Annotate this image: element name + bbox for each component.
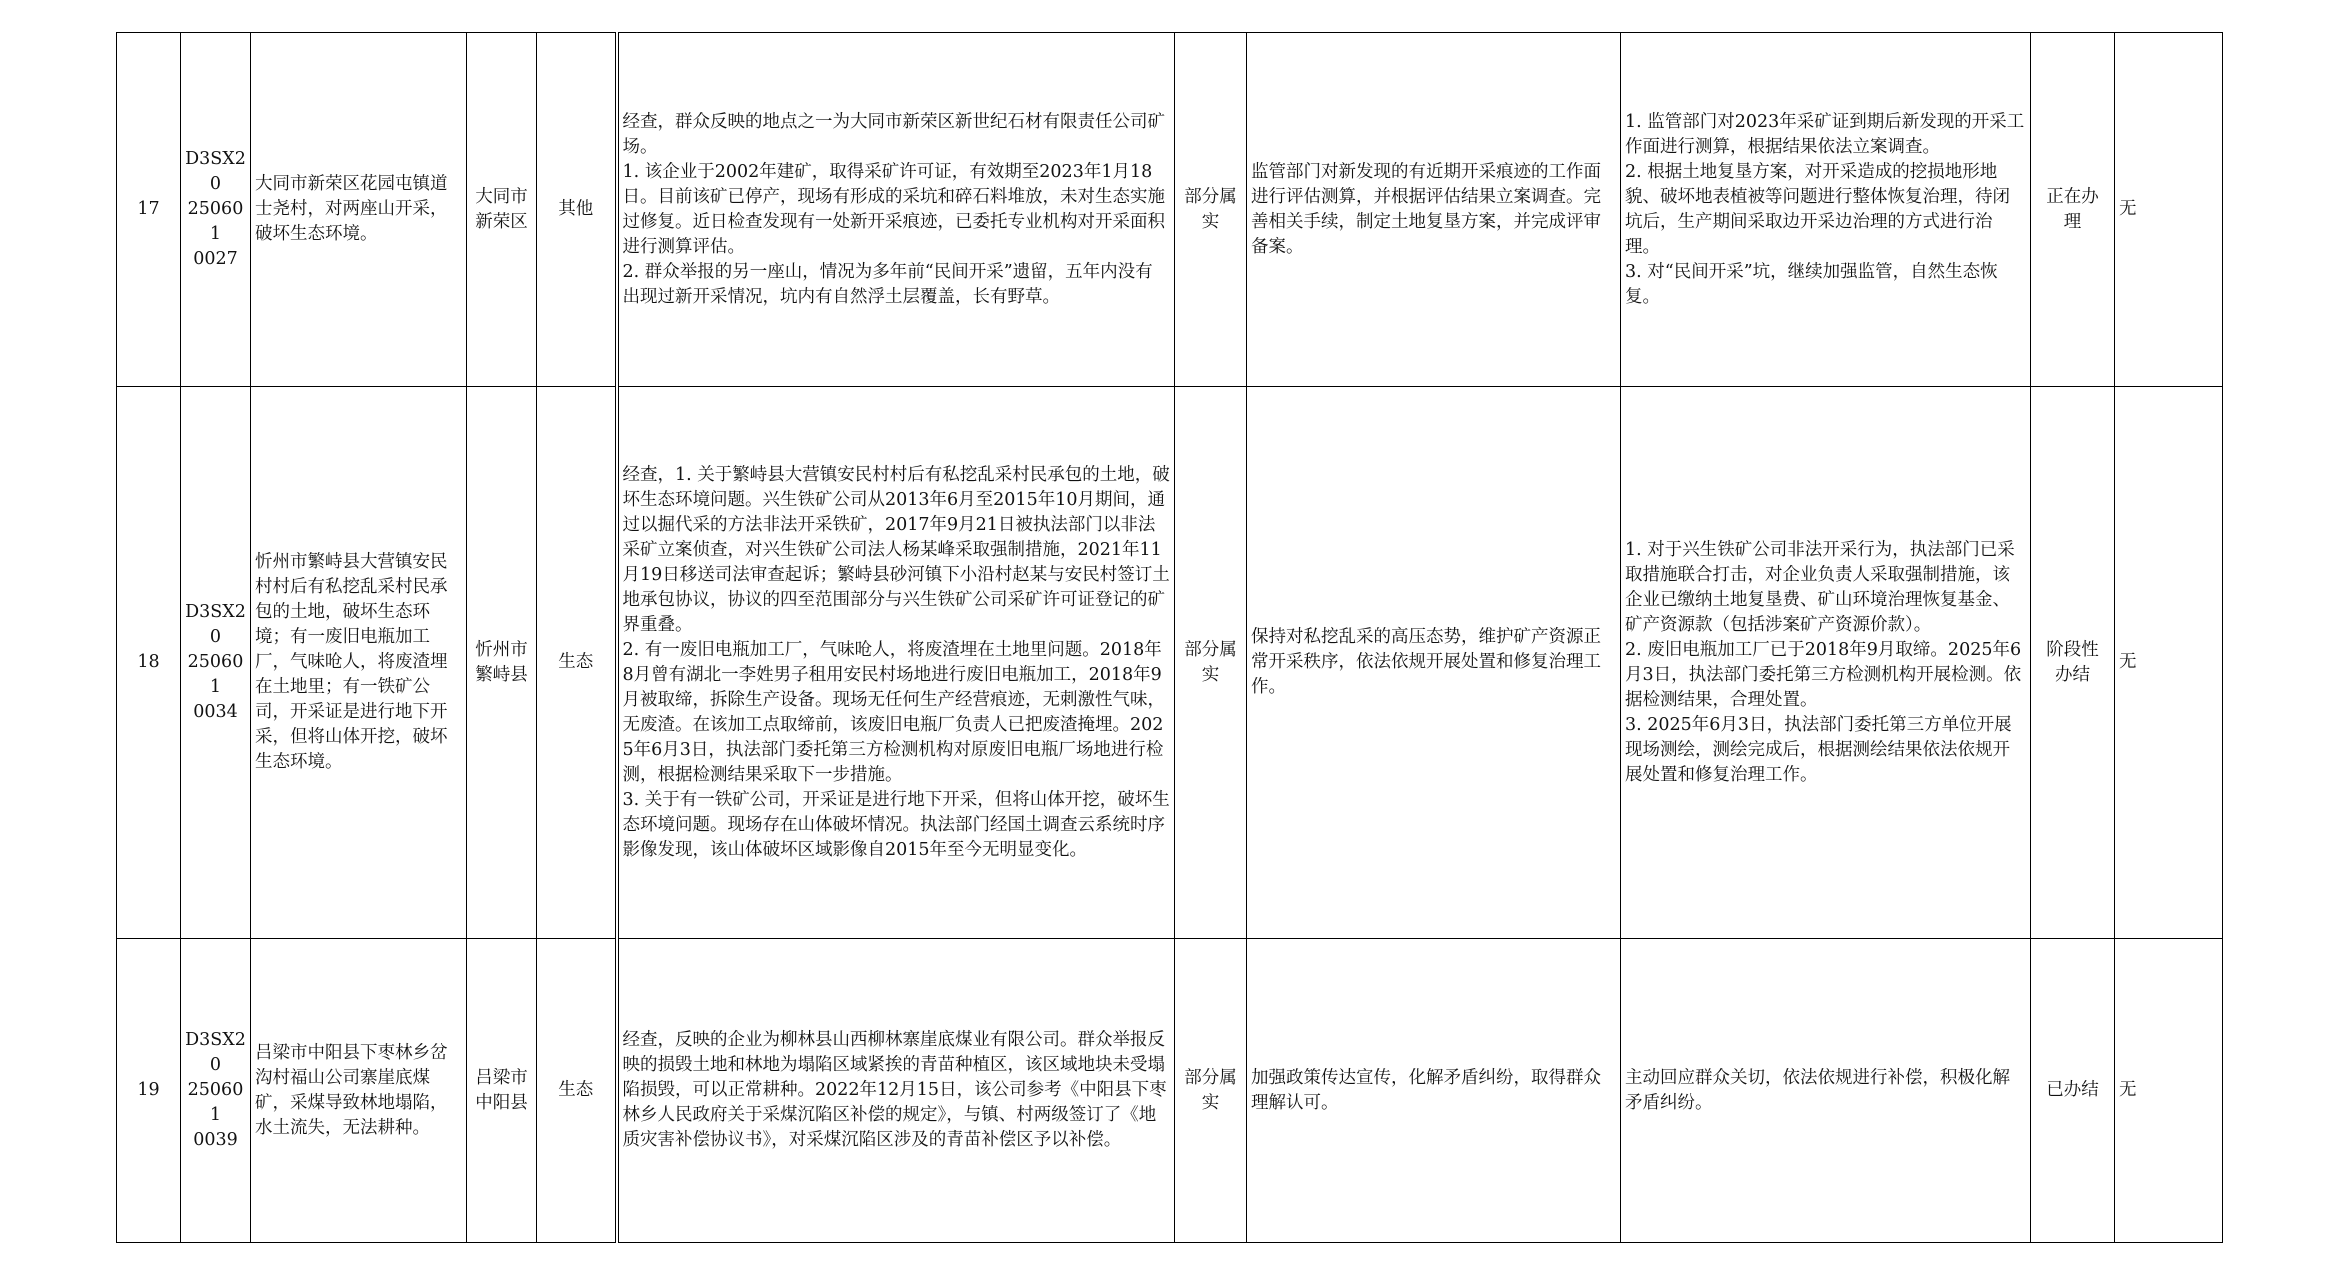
handling-cell bbox=[1247, 387, 1621, 939]
rectification-cell bbox=[1621, 33, 2031, 387]
status: 阶段性 办结 bbox=[2046, 639, 2099, 685]
verdict-cell bbox=[1175, 939, 1247, 1243]
complaint-code-cell bbox=[181, 939, 251, 1243]
complaint-content: 大同市新荣区花园屯镇道士尧村，对两座山开采，破坏生态环境。 bbox=[255, 174, 448, 244]
region: 忻州市 繁峙县 bbox=[475, 639, 528, 685]
status-cell bbox=[2031, 33, 2115, 387]
verdict: 部分属 实 bbox=[1184, 1067, 1237, 1113]
category-cell bbox=[537, 939, 617, 1243]
complaint-code: D3SX20 250601 0039 bbox=[185, 1030, 246, 1150]
category: 生态 bbox=[558, 1080, 594, 1100]
verdict-cell bbox=[1175, 387, 1247, 939]
rectification-measures: 主动回应群众关切，依法依规进行补偿，积极化解矛盾纠纷。 bbox=[1625, 1067, 2010, 1113]
category: 其他 bbox=[558, 199, 594, 219]
accountability-cell bbox=[2115, 939, 2223, 1243]
verdict: 部分属 实 bbox=[1184, 639, 1237, 685]
row-index: 18 bbox=[137, 652, 160, 672]
row-index: 17 bbox=[137, 199, 160, 219]
accountability-cell bbox=[2115, 387, 2223, 939]
complaint-content-cell bbox=[251, 33, 467, 387]
handling-cell bbox=[1247, 939, 1621, 1243]
status: 已办结 bbox=[2046, 1080, 2099, 1100]
investigation-cell bbox=[617, 939, 1175, 1243]
region: 吕梁市 中阳县 bbox=[475, 1067, 528, 1113]
accountability: 无 bbox=[2119, 1080, 2137, 1100]
investigation-result: 经查，1. 关于繁峙县大营镇安民村村后有私挖乱采村民承包的土地，破坏生态环境问题。兴生铁矿公司从2013年6月至2015年10月期间，通过以掘代采的方法非法开采铁矿，2017年9月21日被执法部门以非法采矿立案侦查，对兴生铁矿公司法人杨某峰采取强制措施，2021年11月19日移送司法审查起诉；繁峙县砂河镇下小沿村赵某与安民村签订土地承包协议，协议的四至范围部分与兴生铁矿公司采矿许可证登记的矿界重叠。 2. 有一废旧电瓶加工厂，气味呛人，将废渣埋在土地里问题。2018年8月曾有湖北一李姓男子租用安民村场地进行废旧电瓶加工，2018年9月被取缔，拆除生产设备。现场无任何生产经营痕迹，无刺激性气味，无废渣。在该加工点取缔前，该废旧电瓶厂负责人已把废渣掩埋。2025年6月3日，执法部门委托第三方检测机构对原废旧电瓶厂场地进行检测，根据检测结果采取下一步措施。 3. 关于有一铁矿公司，开采证是进行地下开采，但将山体开挖，破坏生态环境问题。现场存在山体破坏情况。执法部门经国土调查云系统时序影像发现，该山体破坏区域影像自2015年至今无明显变化。 bbox=[622, 464, 1170, 860]
complaint-code: D3SX20 250601 0027 bbox=[185, 149, 246, 269]
handling-opinion: 加强政策传达宣传，化解矛盾纠纷，取得群众理解认可。 bbox=[1251, 1067, 1601, 1113]
complaint-code: D3SX20 250601 0034 bbox=[185, 602, 246, 722]
region-cell bbox=[467, 387, 537, 939]
rectification-measures: 1. 监管部门对2023年采矿证到期后新发现的开采工作面进行测算，根据结果依法立案调查。 2. 根据土地复垦方案，对开采造成的挖损地形地貌、破坏地表植被等问题进行整体恢复治理，待闭坑后，生产期间采取边开采边治理的方式进行治理。 3. 对“民间开采”坑，继续加强监管，自然生态恢复。 bbox=[1625, 111, 2025, 307]
handling-opinion: 监管部门对新发现的有近期开采痕迹的工作面进行评估测算，并根据评估结果立案调查。完善相关手续，制定土地复垦方案，并完成评审备案。 bbox=[1251, 161, 1601, 257]
table-row bbox=[117, 939, 2223, 1243]
category-cell bbox=[537, 387, 617, 939]
accountability: 无 bbox=[2119, 652, 2137, 672]
region-cell bbox=[467, 939, 537, 1243]
row-index-cell bbox=[117, 939, 181, 1243]
rectification-measures: 1. 对于兴生铁矿公司非法开采行为，执法部门已采取措施联合打击，对企业负责人采取强制措施，该企业已缴纳土地复垦费、矿山环境治理恢复基金、矿产资源款（包括涉案矿产资源价款）。 2. 废旧电瓶加工厂已于2018年9月取缔。2025年6月3日，执法部门委托第三方检测机构开展检测。依据检测结果，合理处置。 3. 2025年6月3日，执法部门委托第三方单位开展现场测绘，测绘完成后，根据测绘结果依法依规开展处置和修复治理工作。 bbox=[1625, 539, 2022, 785]
region-cell bbox=[467, 33, 537, 387]
table-row bbox=[117, 33, 2223, 387]
table-row bbox=[117, 387, 2223, 939]
investigation-cell bbox=[617, 387, 1175, 939]
rectification-cell bbox=[1621, 387, 2031, 939]
accountability: 无 bbox=[2119, 199, 2137, 219]
complaint-code-cell bbox=[181, 33, 251, 387]
complaint-code-cell bbox=[181, 387, 251, 939]
category-cell bbox=[537, 33, 617, 387]
row-index-cell bbox=[117, 387, 181, 939]
status: 正在办 理 bbox=[2046, 186, 2099, 232]
complaint-content-cell bbox=[251, 387, 467, 939]
complaint-content: 吕梁市中阳县下枣林乡岔沟村福山公司寨崖底煤矿，采煤导致林地塌陷，水土流失，无法耕种。 bbox=[255, 1042, 448, 1138]
handling-cell bbox=[1247, 33, 1621, 387]
row-index: 19 bbox=[137, 1080, 160, 1100]
investigation-result: 经查，群众反映的地点之一为大同市新荣区新世纪石材有限责任公司矿场。 1. 该企业于2002年建矿，取得采矿许可证，有效期至2023年1月18日。目前该矿已停产，现场有形成的采坑和碎石料堆放，未对生态实施过修复。近日检查发现有一处新开采痕迹，已委托专业机构对开采面积进行测算评估。 2. 群众举报的另一座山，情况为多年前“民间开采”遗留，五年内没有出现过新开采情况，坑内有自然浮土层覆盖，长有野草。 bbox=[622, 111, 1165, 307]
status-cell bbox=[2031, 387, 2115, 939]
accountability-cell bbox=[2115, 33, 2223, 387]
complaint-content-cell bbox=[251, 939, 467, 1243]
handling-opinion: 保持对私挖乱采的高压态势，维护矿产资源正常开采秩序，依法依规开展处置和修复治理工作。 bbox=[1251, 627, 1601, 697]
complaint-table bbox=[116, 32, 2223, 1243]
row-index-cell bbox=[117, 33, 181, 387]
investigation-cell bbox=[617, 33, 1175, 387]
verdict-cell bbox=[1175, 33, 1247, 387]
category: 生态 bbox=[558, 652, 594, 672]
rectification-cell bbox=[1621, 939, 2031, 1243]
complaint-content: 忻州市繁峙县大营镇安民村村后有私挖乱采村民承包的土地，破坏生态环境；有一废旧电瓶加工厂，气味呛人，将废渣埋在土地里；有一铁矿公司，开采证是进行地下开采，但将山体开挖，破坏生态环境。 bbox=[255, 552, 448, 772]
status-cell bbox=[2031, 939, 2115, 1243]
region: 大同市 新荣区 bbox=[475, 186, 528, 232]
table-body bbox=[117, 33, 2223, 1243]
verdict: 部分属 实 bbox=[1184, 186, 1237, 232]
investigation-result: 经查，反映的企业为柳林县山西柳林寨崖底煤业有限公司。群众举报反映的损毁土地和林地为塌陷区域紧挨的青苗种植区，该区域地块未受塌陷损毁，可以正常耕种。2022年12月15日，该公司参考《中阳县下枣林乡人民政府关于采煤沉陷区补偿的规定》，与镇、村两级签订了《地质灾害补偿协议书》，对采煤沉陷区涉及的青苗补偿区予以补偿。 bbox=[622, 1030, 1167, 1150]
